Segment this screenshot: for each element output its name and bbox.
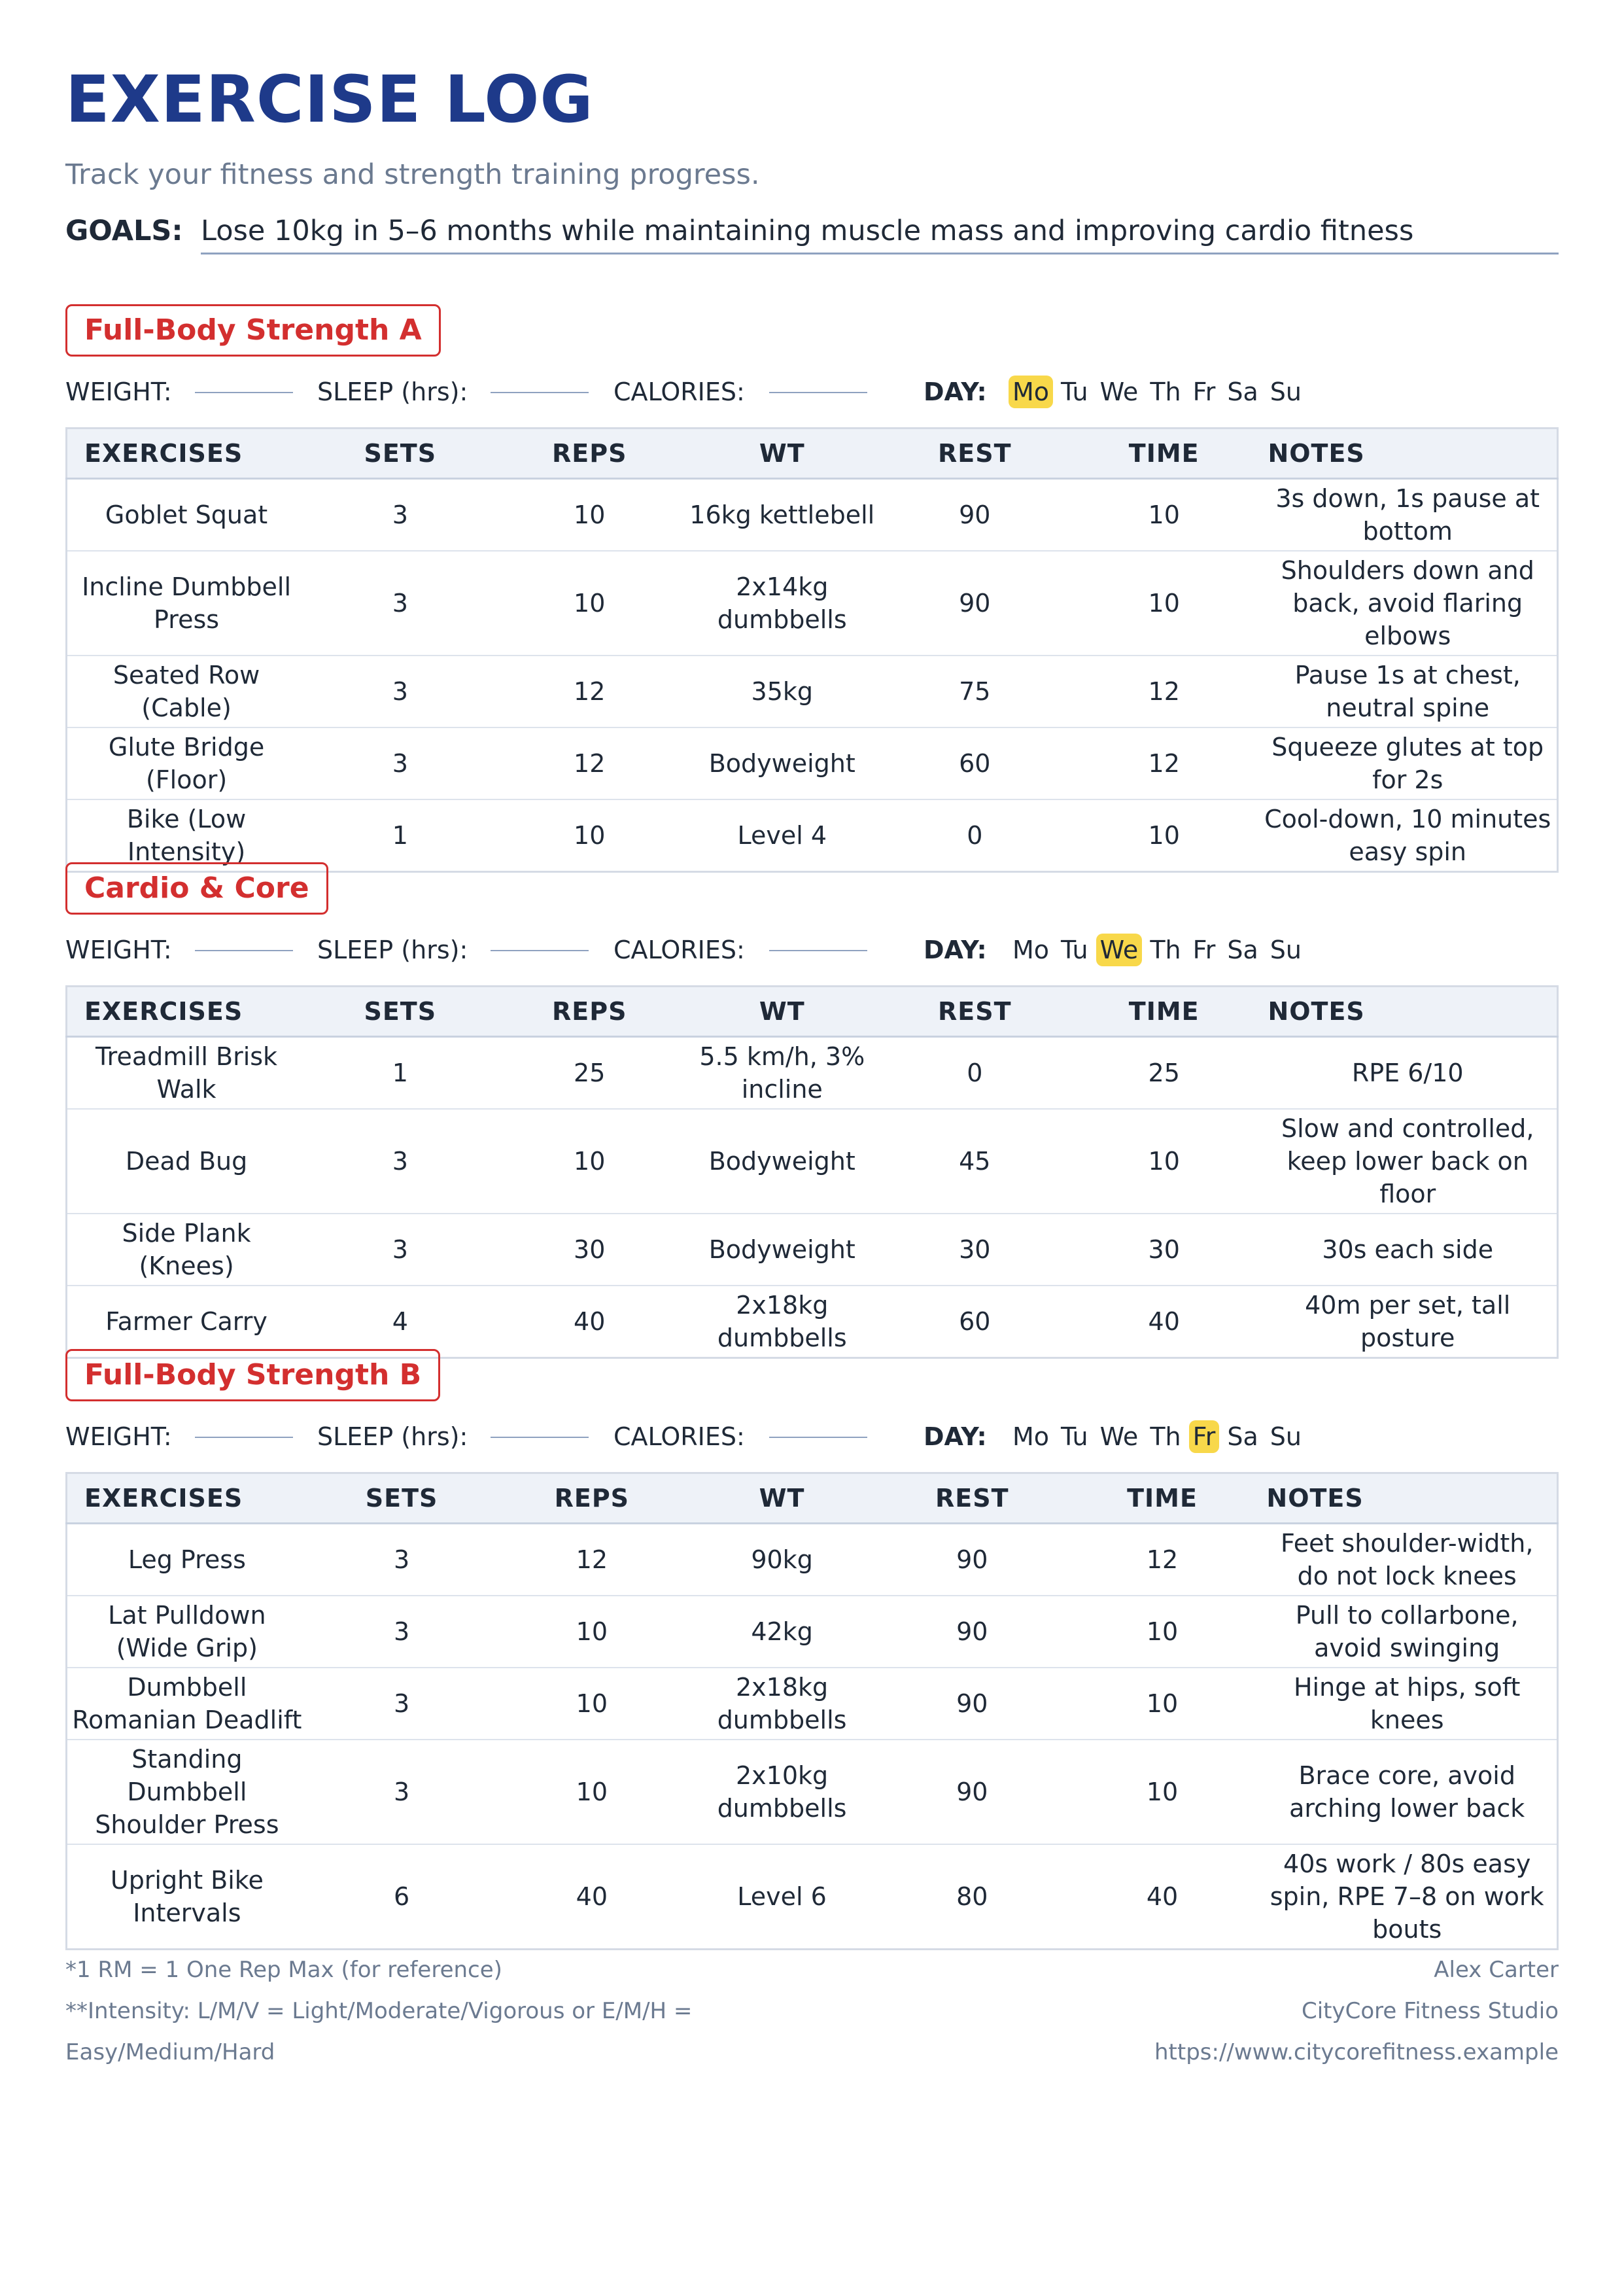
cell-notes[interactable]: Squeeze glutes at top for 2s	[1258, 727, 1557, 799]
footer-contact	[1154, 1950, 1559, 2073]
cell-rest[interactable]: 75	[880, 656, 1069, 727]
day-option-tu[interactable]: Tu	[1061, 1422, 1088, 1451]
cell-wt[interactable]: 42kg	[687, 1596, 877, 1668]
cell-time[interactable]: 40	[1146, 1882, 1179, 1911]
column-header-rest: REST	[877, 1473, 1067, 1524]
section-title: Full-Body Strength A	[65, 304, 441, 357]
cell-reps[interactable]: 10	[496, 1596, 687, 1668]
cell-reps[interactable]: 10	[496, 1740, 687, 1844]
cell-rest[interactable]: 60	[880, 727, 1069, 799]
cell-time[interactable]: 40	[1148, 1307, 1180, 1336]
day-label: DAY:	[924, 936, 987, 964]
table-row	[67, 1668, 1558, 1740]
column-header-notes: NOTES	[1258, 429, 1557, 479]
cell-exercise[interactable]: Bike (Low Intensity)	[126, 805, 247, 866]
cell-sets[interactable]: 6	[394, 1882, 410, 1911]
cell-sets[interactable]: 3	[305, 551, 494, 656]
cell-rest[interactable]: 45	[880, 1109, 1069, 1214]
cell-sets[interactable]: 3	[305, 656, 494, 727]
table-row	[67, 1524, 1558, 1596]
cell-time[interactable]: 30	[1069, 1214, 1258, 1286]
cell-notes[interactable]: Cool-down, 10 minutes easy spin	[1264, 805, 1551, 866]
cell-exercise[interactable]: Goblet Squat	[67, 479, 306, 552]
cell-exercise[interactable]: Dumbbell Romanian Deadlift	[67, 1668, 307, 1740]
day-option-su[interactable]: Su	[1270, 1422, 1302, 1451]
cell-exercise[interactable]: Seated Row (Cable)	[67, 656, 306, 727]
cell-wt[interactable]: 2x14kg dumbbells	[684, 551, 880, 656]
cell-wt[interactable]: Bodyweight	[684, 727, 880, 799]
table-row	[67, 1286, 1558, 1358]
cell-exercise[interactable]: Standing Dumbbell Shoulder Press	[67, 1740, 307, 1844]
cell-reps[interactable]: 30	[495, 1214, 684, 1286]
column-header-reps: REPS	[495, 429, 684, 479]
weight-field[interactable]	[195, 950, 293, 951]
cell-reps[interactable]: 12	[496, 1524, 687, 1596]
day-option-sa[interactable]: Sa	[1227, 936, 1258, 964]
cell-time[interactable]: 12	[1069, 727, 1258, 799]
table-row	[67, 1037, 1558, 1110]
column-header-time: TIME	[1069, 987, 1258, 1037]
cell-sets[interactable]: 1	[305, 1037, 494, 1110]
section-title: Cardio & Core	[65, 862, 328, 915]
goals-row	[65, 215, 1559, 255]
column-header-wt: WT	[684, 429, 880, 479]
calories-label: CALORIES:	[613, 936, 745, 964]
cell-reps[interactable]: 10	[495, 551, 684, 656]
cell-reps[interactable]: 25	[495, 1037, 684, 1110]
cell-reps[interactable]: 10	[495, 1109, 684, 1214]
cell-reps[interactable]: 12	[495, 727, 684, 799]
sleep-label: SLEEP (hrs):	[317, 1422, 468, 1451]
page-subtitle: Track your fitness and strength training progress.	[65, 158, 760, 191]
cell-rest[interactable]: 90	[880, 551, 1069, 656]
weight-label: WEIGHT:	[65, 936, 172, 964]
column-header-exercises: EXERCISES	[67, 987, 306, 1037]
table-row	[67, 1740, 1558, 1844]
day-option-mo[interactable]: Mo	[1012, 936, 1050, 964]
cell-reps[interactable]: 12	[495, 656, 684, 727]
cell-exercise[interactable]: Upright Bike Intervals	[110, 1866, 264, 1927]
column-header-wt: WT	[687, 1473, 877, 1524]
day-label: DAY:	[924, 377, 987, 406]
footnote-1rm: *1 RM = 1 One Rep Max (for reference)	[65, 1957, 502, 1983]
table-row	[67, 479, 1558, 552]
cell-notes[interactable]: RPE 6/10	[1258, 1037, 1557, 1110]
exercise-table	[65, 427, 1559, 873]
cell-exercise[interactable]: Treadmill Brisk Walk	[67, 1037, 306, 1110]
sleep-field[interactable]	[491, 950, 589, 951]
column-header-exercises: EXERCISES	[67, 1473, 307, 1524]
column-header-rest: REST	[880, 987, 1069, 1037]
cell-rest[interactable]: 60	[959, 1307, 991, 1336]
weight-field[interactable]	[195, 1437, 293, 1438]
table-row	[67, 1844, 1558, 1950]
cell-reps[interactable]: 40	[576, 1882, 608, 1911]
day-option-th[interactable]: Th	[1150, 1422, 1181, 1451]
weight-label: WEIGHT:	[65, 377, 172, 406]
cell-reps[interactable]: 40	[574, 1307, 606, 1336]
cell-exercise[interactable]: Lat Pulldown (Wide Grip)	[67, 1596, 307, 1668]
cell-time[interactable]: 10	[1069, 1109, 1258, 1214]
column-header-notes: NOTES	[1257, 1473, 1557, 1524]
cell-sets[interactable]: 3	[305, 479, 494, 552]
column-header-rest: REST	[880, 429, 1069, 479]
cell-reps[interactable]: 10	[496, 1668, 687, 1740]
exercise-table	[65, 1472, 1559, 1950]
cell-exercise[interactable]: Glute Bridge (Floor)	[67, 727, 306, 799]
cell-exercise[interactable]: Dead Bug	[67, 1109, 306, 1214]
day-option-tu[interactable]: Tu	[1061, 936, 1088, 964]
cell-reps[interactable]: 10	[495, 479, 684, 552]
cell-time[interactable]: 12	[1067, 1524, 1258, 1596]
cell-time[interactable]: 10	[1067, 1668, 1258, 1740]
cell-notes[interactable]: Shoulders down and back, avoid flaring elbows	[1258, 551, 1557, 656]
studio-name: CityCore Fitness Studio	[1302, 1998, 1559, 2024]
column-header-wt: WT	[684, 987, 880, 1037]
cell-sets[interactable]: 3	[307, 1740, 497, 1844]
calories-field[interactable]	[769, 392, 867, 393]
calories-field[interactable]	[769, 950, 867, 951]
column-header-reps: REPS	[496, 1473, 687, 1524]
table-header-row	[67, 987, 1558, 1037]
cell-time[interactable]: 12	[1069, 656, 1258, 727]
day-selector	[1009, 372, 1305, 412]
cell-exercise[interactable]: Leg Press	[67, 1524, 307, 1596]
cell-wt[interactable]: Bodyweight	[684, 1214, 880, 1286]
day-option-fr[interactable]: Fr	[1189, 1420, 1220, 1453]
studio-url[interactable]: https://www.citycorefitness.example	[1154, 2039, 1559, 2065]
cell-rest[interactable]: 0	[967, 821, 983, 850]
day-option-we[interactable]: We	[1099, 1422, 1139, 1451]
table-row	[67, 799, 1558, 872]
cell-rest[interactable]: 90	[877, 1668, 1067, 1740]
day-option-su[interactable]: Su	[1270, 377, 1302, 406]
sleep-label: SLEEP (hrs):	[317, 377, 468, 406]
footer-notes	[65, 1950, 818, 2073]
table-row	[67, 1214, 1558, 1286]
exercise-table	[65, 985, 1559, 1359]
cell-wt[interactable]: Level 6	[737, 1882, 827, 1911]
page-title: EXERCISE LOG	[65, 62, 594, 137]
column-header-exercises: EXERCISES	[67, 429, 306, 479]
table-row	[67, 551, 1558, 656]
column-header-sets: SETS	[305, 987, 494, 1037]
cell-exercise[interactable]: Side Plank (Knees)	[67, 1214, 306, 1286]
cell-wt[interactable]: 16kg kettlebell	[684, 479, 880, 552]
cell-sets[interactable]: 3	[307, 1668, 497, 1740]
table-row	[67, 1596, 1558, 1668]
day-option-th[interactable]: Th	[1150, 936, 1181, 964]
day-option-sa[interactable]: Sa	[1227, 1422, 1258, 1451]
day-option-tu[interactable]: Tu	[1061, 377, 1088, 406]
column-header-notes: NOTES	[1258, 987, 1557, 1037]
day-option-fr[interactable]: Fr	[1192, 377, 1216, 406]
cell-notes[interactable]: 30s each side	[1258, 1214, 1557, 1286]
day-option-sa[interactable]: Sa	[1227, 377, 1258, 406]
cell-time[interactable]: 10	[1067, 1740, 1258, 1844]
footnote-intensity: **Intensity: L/M/V = Light/Moderate/Vigorous or E/M/H = Easy/Medium/Hard	[65, 1998, 693, 2065]
sleep-field[interactable]	[491, 392, 589, 393]
table-header-row	[67, 1473, 1558, 1524]
cell-reps[interactable]: 10	[574, 821, 606, 850]
cell-notes[interactable]: Pause 1s at chest, neutral spine	[1258, 656, 1557, 727]
cell-sets[interactable]: 3	[305, 1109, 494, 1214]
cell-sets[interactable]: 4	[392, 1307, 408, 1336]
cell-wt[interactable]: 5.5 km/h, 3% incline	[684, 1037, 880, 1110]
day-option-we[interactable]: We	[1096, 934, 1143, 966]
cell-sets[interactable]: 3	[305, 1214, 494, 1286]
cell-rest[interactable]: 90	[877, 1596, 1067, 1668]
day-option-th[interactable]: Th	[1150, 377, 1181, 406]
cell-notes[interactable]: Brace core, avoid arching lower back	[1257, 1740, 1557, 1844]
column-header-reps: REPS	[495, 987, 684, 1037]
cell-exercise[interactable]: Incline Dumbbell Press	[67, 551, 306, 656]
sleep-label: SLEEP (hrs):	[317, 936, 468, 964]
day-label: DAY:	[924, 1422, 987, 1451]
column-header-time: TIME	[1067, 1473, 1258, 1524]
goals-label: GOALS:	[65, 215, 183, 247]
trainer-name: Alex Carter	[1434, 1957, 1559, 1983]
cell-notes[interactable]: Hinge at hips, soft knees	[1257, 1668, 1557, 1740]
cell-time[interactable]: 25	[1069, 1037, 1258, 1110]
cell-time[interactable]: 10	[1069, 479, 1258, 552]
cell-rest[interactable]: 0	[880, 1037, 1069, 1110]
cell-exercise[interactable]: Farmer Carry	[105, 1307, 268, 1336]
cell-wt[interactable]: 90kg	[687, 1524, 877, 1596]
cell-notes[interactable]: 40s work / 80s easy spin, RPE 7–8 on work bouts	[1270, 1849, 1544, 1944]
day-selector	[1009, 930, 1305, 970]
cell-time[interactable]: 10	[1069, 551, 1258, 656]
day-option-mo[interactable]: Mo	[1012, 1422, 1050, 1451]
goals-field[interactable]: Lose 10kg in 5–6 months while maintaining muscle mass and improving cardio fitness	[201, 215, 1559, 254]
calories-label: CALORIES:	[613, 1422, 745, 1451]
cell-rest[interactable]: 30	[880, 1214, 1069, 1286]
column-header-sets: SETS	[305, 429, 494, 479]
cell-notes[interactable]: Slow and controlled, keep lower back on floor	[1258, 1109, 1557, 1214]
session-meta-row	[65, 1417, 1559, 1456]
table-row	[67, 656, 1558, 727]
cell-rest[interactable]: 90	[877, 1740, 1067, 1844]
cell-time[interactable]: 10	[1067, 1596, 1258, 1668]
day-selector	[1009, 1417, 1305, 1456]
calories-field[interactable]	[769, 1437, 867, 1438]
table-row	[67, 1109, 1558, 1214]
table-header-row	[67, 429, 1558, 479]
section-title: Full-Body Strength B	[65, 1349, 440, 1401]
day-option-su[interactable]: Su	[1270, 936, 1302, 964]
cell-wt[interactable]: 2x18kg dumbbells	[717, 1291, 847, 1352]
cell-wt[interactable]: 2x10kg dumbbells	[687, 1740, 877, 1844]
cell-wt[interactable]: 2x18kg dumbbells	[687, 1668, 877, 1740]
cell-notes[interactable]: 3s down, 1s pause at bottom	[1258, 479, 1557, 552]
day-option-mo[interactable]: Mo	[1009, 376, 1053, 408]
cell-wt[interactable]: 35kg	[684, 656, 880, 727]
session-meta-row	[65, 930, 1559, 970]
cell-notes[interactable]: 40m per set, tall posture	[1305, 1291, 1511, 1352]
cell-time[interactable]: 10	[1148, 821, 1180, 850]
cell-sets[interactable]: 3	[307, 1524, 497, 1596]
day-option-we[interactable]: We	[1099, 377, 1139, 406]
column-header-time: TIME	[1069, 429, 1258, 479]
weight-field[interactable]	[195, 392, 293, 393]
cell-sets[interactable]: 3	[305, 727, 494, 799]
cell-rest[interactable]: 90	[880, 479, 1069, 552]
calories-label: CALORIES:	[613, 377, 745, 406]
cell-notes[interactable]: Feet shoulder-width, do not lock knees	[1257, 1524, 1557, 1596]
weight-label: WEIGHT:	[65, 1422, 172, 1451]
cell-sets[interactable]: 3	[307, 1596, 497, 1668]
cell-notes[interactable]: Pull to collarbone, avoid swinging	[1257, 1596, 1557, 1668]
cell-rest[interactable]: 90	[877, 1524, 1067, 1596]
column-header-sets: SETS	[307, 1473, 497, 1524]
table-row	[67, 727, 1558, 799]
cell-rest[interactable]: 80	[956, 1882, 988, 1911]
cell-wt[interactable]: Bodyweight	[684, 1109, 880, 1214]
sleep-field[interactable]	[491, 1437, 589, 1438]
cell-wt[interactable]: Level 4	[737, 821, 827, 850]
day-option-fr[interactable]: Fr	[1192, 936, 1216, 964]
session-meta-row	[65, 372, 1559, 412]
cell-sets[interactable]: 1	[392, 821, 408, 850]
